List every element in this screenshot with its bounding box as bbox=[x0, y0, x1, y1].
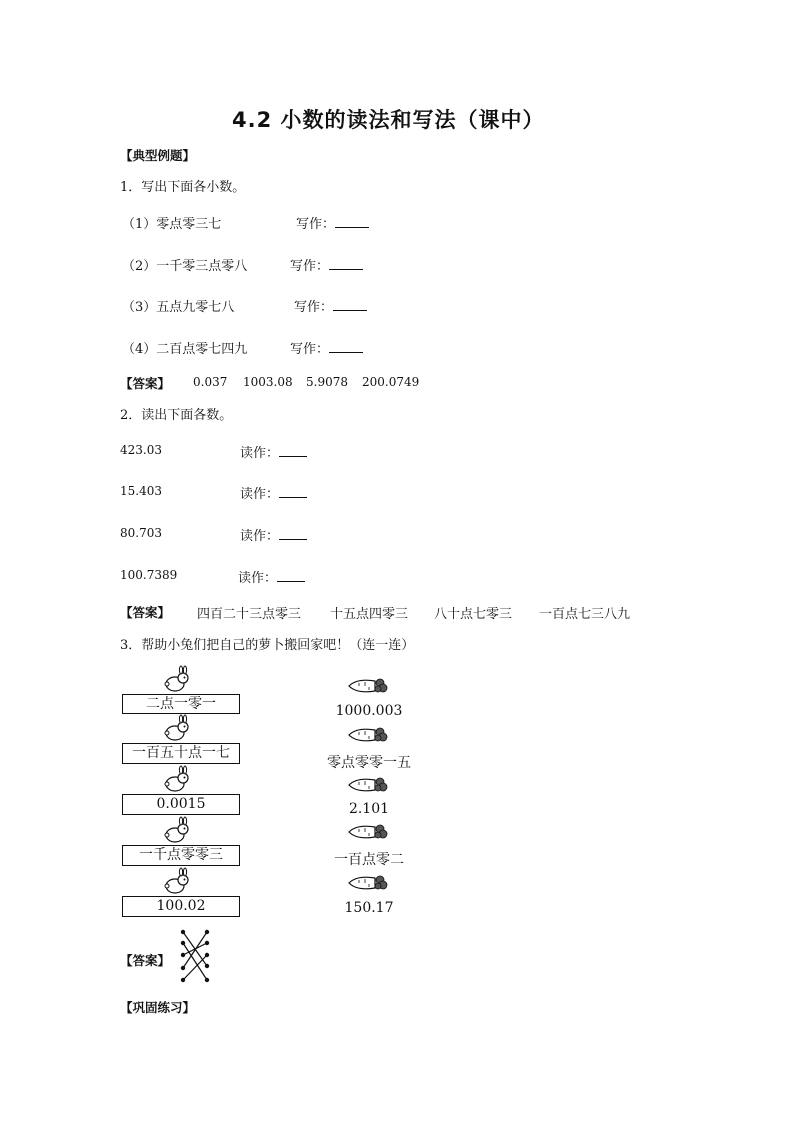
answer-value: 1003.08 bbox=[243, 375, 293, 389]
question-2-prompt: 2．读出下面各数。 bbox=[120, 408, 233, 423]
read-label: 读作： bbox=[238, 567, 305, 586]
answer-blank[interactable] bbox=[333, 298, 367, 311]
house-box[interactable]: 0.0015 bbox=[122, 794, 240, 815]
house-box[interactable]: 一百五十点一七 bbox=[122, 743, 240, 764]
section-heading-examples: 【典型例题】 bbox=[120, 148, 196, 163]
rabbit-icon bbox=[163, 767, 191, 793]
number-to-read: 100.7389 bbox=[120, 568, 178, 582]
section-heading-practice: 【巩固练习】 bbox=[120, 1000, 196, 1015]
house-box[interactable]: 二点一零一 bbox=[122, 694, 240, 714]
rabbit-icon bbox=[163, 818, 191, 844]
question-1-item: （3）五点九零七八 bbox=[122, 300, 235, 315]
number-to-read: 423.03 bbox=[120, 443, 162, 457]
answer-blank[interactable] bbox=[277, 569, 305, 582]
answer-label: 【答案】 bbox=[120, 953, 171, 968]
question-3-prompt: 3．帮助小兔们把自己的萝卜搬回家吧！（连一连） bbox=[120, 638, 415, 653]
number-to-read: 80.703 bbox=[120, 526, 162, 540]
read-label: 读作： bbox=[240, 442, 307, 461]
question-1-item: （2）一千零三点零八 bbox=[122, 259, 248, 274]
write-label: 写作： bbox=[290, 338, 363, 357]
matching-answer-diagram bbox=[178, 928, 212, 986]
write-label: 写作： bbox=[296, 213, 369, 232]
rabbit-icon bbox=[163, 869, 191, 895]
house-box[interactable]: 一千点零零三 bbox=[122, 845, 240, 866]
carrot-number: 1000.003 bbox=[335, 703, 403, 719]
carrot-number: 一百点零二 bbox=[334, 852, 404, 868]
answer-value: 5.9078 bbox=[306, 375, 348, 389]
rabbit-icon bbox=[163, 667, 191, 693]
carrot-icon[interactable] bbox=[347, 677, 389, 695]
question-1-item: （4）二百点零七四九 bbox=[122, 342, 248, 357]
answer-value: 0.037 bbox=[193, 375, 228, 389]
question-1-prompt: 1．写出下面各小数。 bbox=[120, 180, 246, 195]
read-label: 读作： bbox=[240, 525, 307, 544]
carrot-icon[interactable] bbox=[347, 874, 389, 892]
carrot-icon[interactable] bbox=[347, 823, 389, 841]
read-label: 读作： bbox=[240, 483, 307, 502]
carrot-number: 2.101 bbox=[348, 801, 390, 817]
answer-value: 200.0749 bbox=[362, 375, 420, 389]
carrot-icon[interactable] bbox=[347, 776, 389, 794]
page-title: 4.2 小数的读法和写法（课中） bbox=[232, 108, 545, 132]
answer-blank[interactable] bbox=[335, 215, 369, 228]
write-label: 写作： bbox=[290, 255, 363, 274]
carrot-icon[interactable] bbox=[347, 726, 389, 744]
house-box[interactable]: 100.02 bbox=[122, 896, 240, 917]
answer-value: 八十点七零三 bbox=[434, 607, 513, 622]
number-to-read: 15.403 bbox=[120, 484, 162, 498]
question-1-item: （1）零点零三七 bbox=[122, 217, 222, 232]
carrot-number: 150.17 bbox=[344, 900, 394, 916]
answer-blank[interactable] bbox=[329, 340, 363, 353]
answer-value: 一百点七三八九 bbox=[539, 607, 631, 622]
answer-label: 【答案】 bbox=[120, 376, 171, 391]
answer-label: 【答案】 bbox=[120, 605, 171, 620]
answer-blank[interactable] bbox=[279, 485, 307, 498]
rabbit-icon bbox=[163, 716, 191, 742]
answer-value: 十五点四零三 bbox=[330, 607, 409, 622]
answer-blank[interactable] bbox=[279, 527, 307, 540]
answer-blank[interactable] bbox=[329, 257, 363, 270]
answer-value: 四百二十三点零三 bbox=[197, 607, 302, 622]
answer-blank[interactable] bbox=[279, 444, 307, 457]
carrot-number: 零点零零一五 bbox=[327, 755, 411, 771]
write-label: 写作： bbox=[294, 296, 367, 315]
